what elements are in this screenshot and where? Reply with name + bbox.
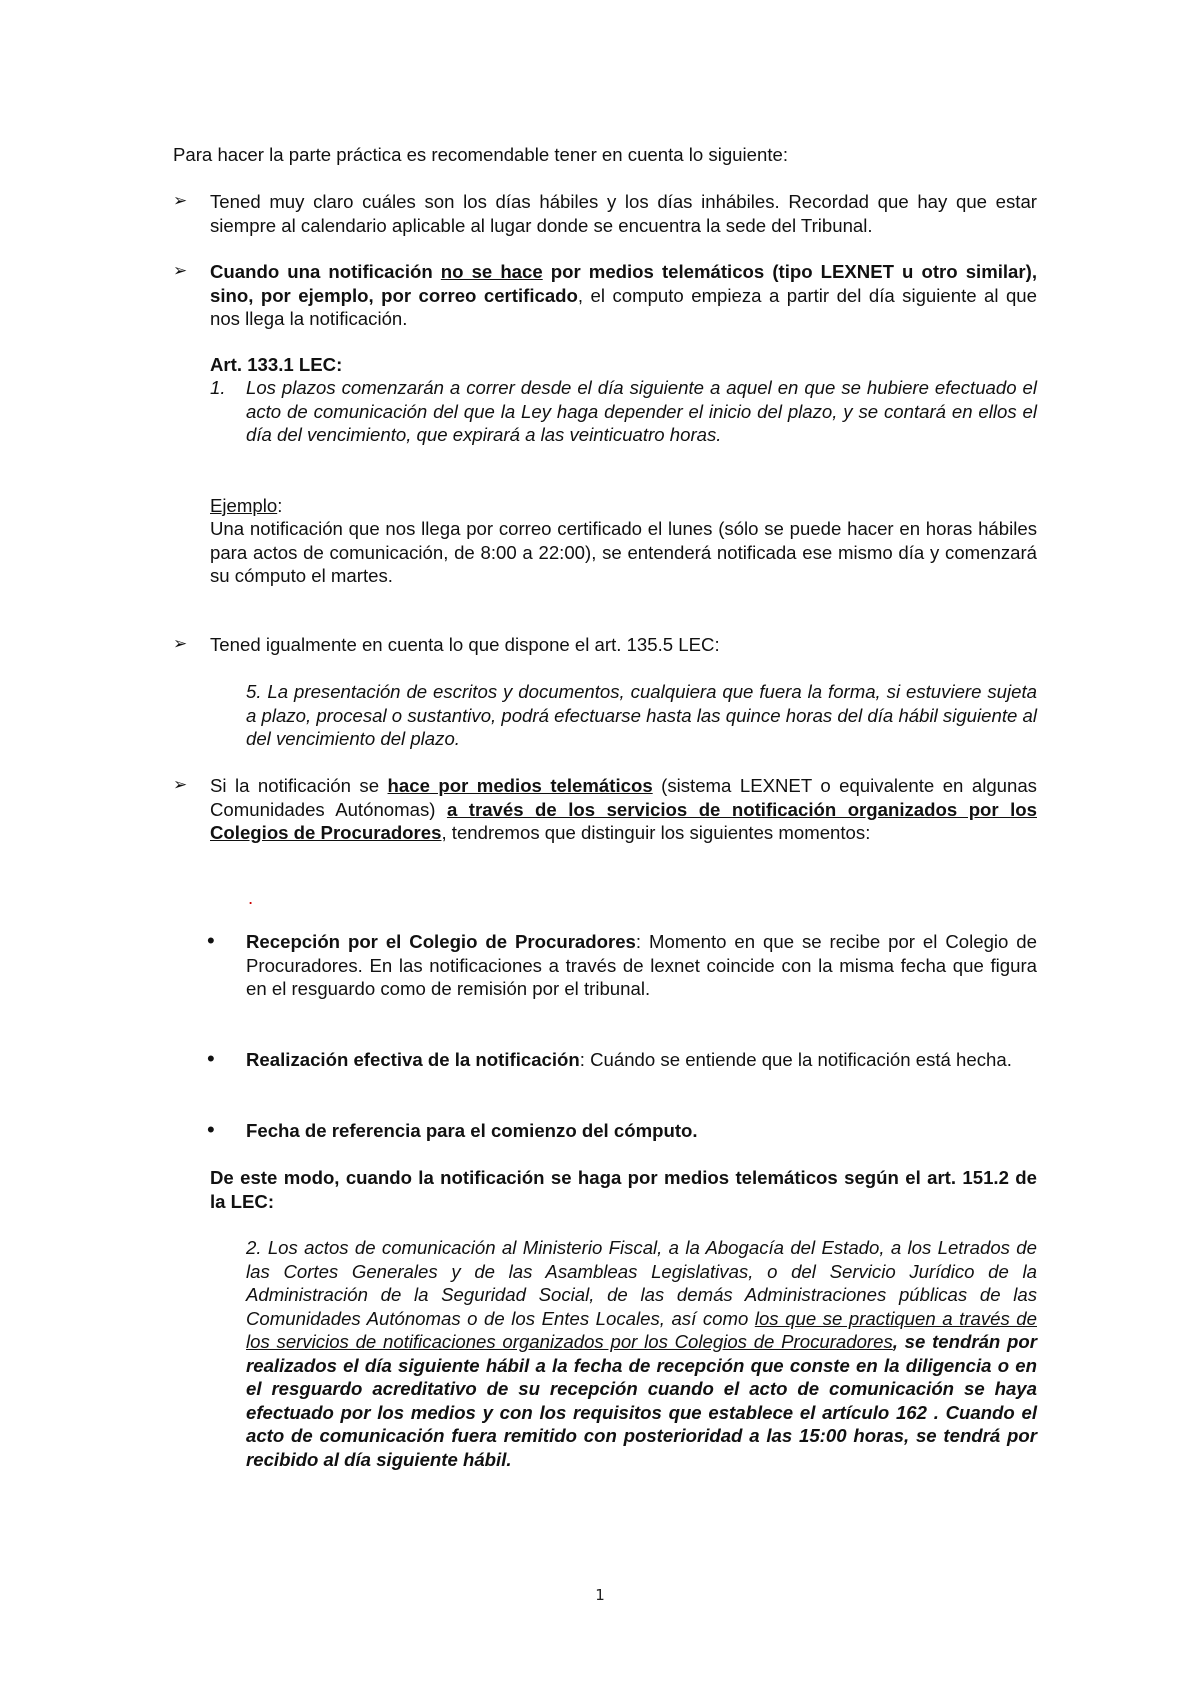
dot-bullet-icon: • <box>207 928 215 953</box>
bold-text: por medios telemáticos (tipo LEXNET u otro similar), sino, por ejemplo, por correo certificado <box>210 261 1037 306</box>
bullet-non-telematic <box>210 260 1037 331</box>
bullet-telematic: Si la notificación se hace por medios telemáticos (sistema LEXNET o equivalente en algunas Comunidades Autónomas) a través de los servicios de notificación organizados por los Colegios de Procuradores, tendremos que distinguir los siguientes momentos: <box>210 775 1037 843</box>
art133-quote: Los plazos comenzarán a correr desde el día siguiente a aquel en que se hubiere efectuado el acto de comunicación del que la Ley haga depender el inicio del plazo, y se contará en ellos el día del vencimiento, que expirará a las veinticuatro horas. <box>246 377 1037 445</box>
art133-number: 1. <box>210 377 226 398</box>
bold-text: Cuando una notificación <box>210 261 441 282</box>
arrow-bullet-icon: ➢ <box>173 261 188 281</box>
arrow-bullet-icon: ➢ <box>173 775 188 795</box>
moment-reference-date: Fecha de referencia para el comienzo del cómputo. <box>246 1120 698 1141</box>
bullet-business-days: Tened muy claro cuáles son los días hábiles y los días inhábiles. Recordad que hay que estar siempre al calendario aplicable al lugar donde se encuentra la sede del Tribunal. <box>210 191 1037 236</box>
underlined-bold-text: hace por medios telemáticos <box>387 775 653 796</box>
bold-italic-text: , se tendrán por realizados el día siguiente hábil a la fecha de recepción que conste en la diligencia o en el resguardo acreditativo de su recepción cuando el acto de comunicación se haya efectuado por los medios y con los requisitos que establece el artículo 162 . Cuando el acto de comunicación fuera remitido con posterioridad a las 15:00 horas, se tendrá por recibido al día siguiente hábil. <box>246 1331 1037 1470</box>
moment-effective: Realización efectiva de la notificación: Cuándo se entiende que la notificación está hecha. <box>246 1049 1012 1070</box>
dot-bullet-icon: • <box>207 1117 215 1142</box>
art151-quote: 2. Los actos de comunicación al Ministerio Fiscal, a la Abogacía del Estado, a los Letrados de las Cortes Generales y de las Asambleas Legislativas, o del Servicio Jurídico de la Administración de la Seguridad Social, de las demás Administraciones públicas de las Comunidades Autónomas o de los Entes Locales, así como los que se practiquen a través de los servicios de notificaciones organizados por los Colegios de Procuradores, se tendrán por realizados el día siguiente hábil a la fecha de recepción que conste en la diligencia o en el resguardo acreditativo de su recepción cuando el acto de comunicación se haya efectuado por los medios y con los requisitos que establece el artículo 162 . Cuando el acto de comunicación fuera remitido con posterioridad a las 15:00 horas, se tendrá por recibido al día siguiente hábil. <box>246 1237 1037 1470</box>
example-text: Una notificación que nos llega por correo certificado el lunes (sólo se puede hacer en horas hábiles para actos de comunicación, de 8:00 a 22:00), se entenderá notificada ese mismo día y comenzará su cómputo el martes. <box>210 518 1037 586</box>
arrow-bullet-icon: ➢ <box>173 634 188 654</box>
underlined-italic-text: los que se practiquen a través de los servicios de notificaciones organizados por los Colegios de Procuradores <box>246 1307 1037 1352</box>
example-heading: Ejemplo: <box>210 495 283 516</box>
stray-mark: . <box>248 887 254 908</box>
dot-bullet-icon: • <box>207 1046 215 1071</box>
arrow-bullet-icon: ➢ <box>173 191 188 211</box>
conclusion-paragraph: De este modo, cuando la notificación se haga por medios telemáticos según el art. 151.2 de la LEC: <box>210 1167 1037 1212</box>
underlined-bold-text: no se hace <box>440 261 543 282</box>
intro-paragraph: Para hacer la parte práctica es recomendable tener en cuenta lo siguiente: <box>173 144 789 165</box>
bullet-art135: Tened igualmente en cuenta lo que dispone el art. 135.5 LEC: <box>210 634 720 655</box>
art135-quote: 5. La presentación de escritos y documentos, cualquiera que fuera la forma, si estuviere sujeta a plazo, procesal o sustantivo, podrá efectuarse hasta las quince horas del día hábil siguiente al del vencimiento del plazo. <box>246 681 1037 749</box>
page-number: 1 <box>595 1586 605 1604</box>
art133-heading: Art. 133.1 LEC: <box>210 354 343 375</box>
body-text: , el computo empieza a partir del día siguiente al que nos llega la notificación. <box>210 284 1037 329</box>
underlined-bold-text: a través de los servicios de notificación organizados por los Colegios de Procuradores <box>210 798 1037 843</box>
moment-reception: Recepción por el Colegio de Procuradores: Momento en que se recibe por el Colegio de Procuradores. En las notificaciones a través de lexnet coincide con la misma fecha que figura en el resguardo como de remisión por el tribunal. <box>246 931 1037 999</box>
